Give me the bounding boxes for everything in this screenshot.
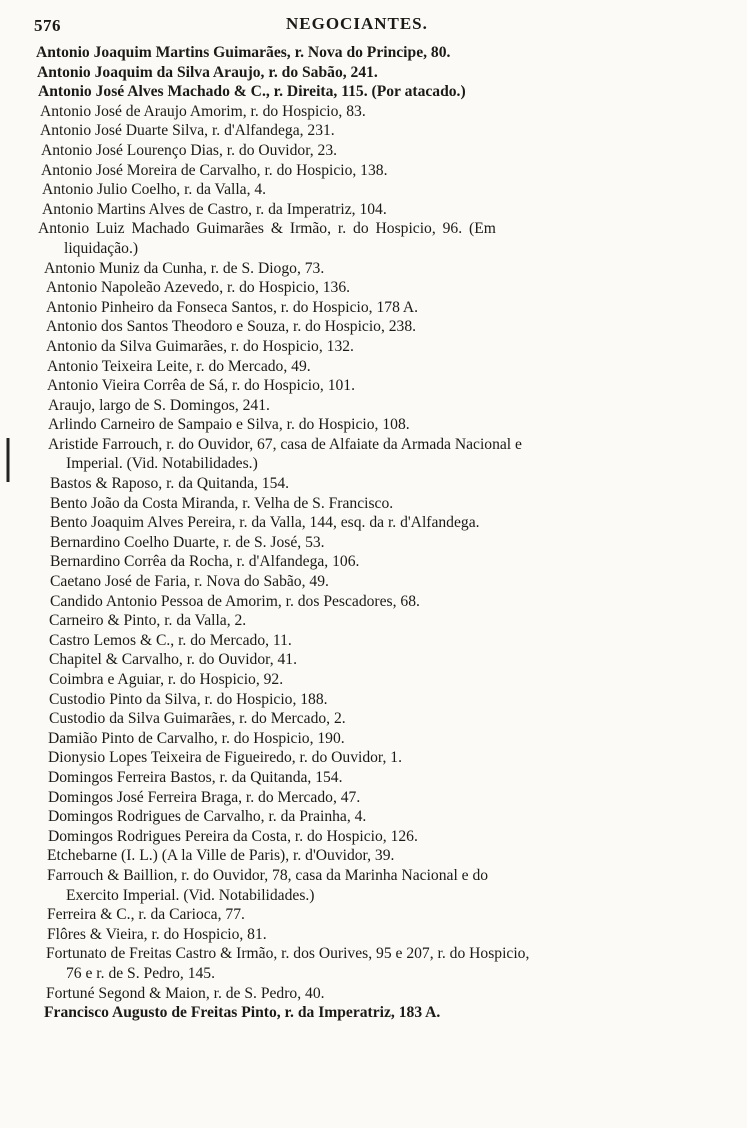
list-item: Antonio José de Araujo Amorim, r. do Hospicio, 83. bbox=[40, 102, 366, 120]
list-item: Custodio Pinto da Silva, r. do Hospicio, 188. bbox=[49, 690, 328, 708]
list-item: Antonio da Silva Guimarães, r. do Hospicio, 132. bbox=[46, 337, 354, 355]
list-item: Antonio Pinheiro da Fonseca Santos, r. do Hospicio, 178 A. bbox=[46, 298, 419, 316]
list-item: Aristide Farrouch, r. do Ouvidor, 67, casa de Alfaiate da Armada Nacional e bbox=[48, 435, 522, 453]
list-item: Bento Joaquim Alves Pereira, r. da Valla, 144, esq. da r. d'Alfandega. bbox=[50, 514, 480, 532]
list-item: Custodio da Silva Guimarães, r. do Mercado, 2. bbox=[49, 710, 346, 728]
list-item: Fortunato de Freitas Castro & Irmão, r. dos Ourives, 95 e 207, r. do Hospicio, bbox=[46, 945, 530, 963]
list-item: Damião Pinto de Carvalho, r. do Hospicio, 190. bbox=[48, 729, 345, 747]
list-item: Antonio José Lourenço Dias, r. do Ouvidor, 23. bbox=[41, 141, 338, 159]
list-item: Antonio José Moreira de Carvalho, r. do Hospicio, 138. bbox=[41, 161, 388, 179]
list-item: Castro Lemos & C., r. do Mercado, 11. bbox=[49, 631, 292, 649]
list-item-continuation: 76 e r. de S. Pedro, 145. bbox=[66, 964, 215, 982]
list-item: Bernardino Coelho Duarte, r. de S. José, 53. bbox=[50, 533, 325, 551]
list-item: Antonio Muniz da Cunha, r. de S. Diogo, 73. bbox=[44, 259, 325, 277]
list-item: Carneiro & Pinto, r. da Valla, 2. bbox=[49, 612, 247, 630]
list-item: Flôres & Vieira, r. do Hospicio, 81. bbox=[47, 925, 267, 943]
list-item: Antonio Julio Coelho, r. da Valla, 4. bbox=[42, 181, 267, 199]
list-item: Dionysio Lopes Teixeira de Figueiredo, r. do Ouvidor, 1. bbox=[48, 749, 402, 767]
list-item: Antonio Joaquim da Silva Araujo, r. do Sabão, 241. bbox=[37, 63, 378, 81]
list-item: Antonio Martins Alves de Castro, r. da Imperatriz, 104. bbox=[42, 200, 387, 218]
list-item: Farrouch & Baillion, r. do Ouvidor, 78, casa da Marinha Nacional e do bbox=[47, 866, 489, 884]
list-item: Antonio Teixeira Leite, r. do Mercado, 49. bbox=[47, 357, 311, 375]
list-item: Bernardino Corrêa da Rocha, r. d'Alfandega, 106. bbox=[50, 553, 360, 571]
list-item: Ferreira & C., r. da Carioca, 77. bbox=[47, 906, 245, 924]
list-item: Antonio Vieira Corrêa de Sá, r. do Hospicio, 101. bbox=[47, 377, 355, 395]
list-item: Francisco Augusto de Freitas Pinto, r. da Imperatriz, 183 A. bbox=[44, 1004, 441, 1022]
list-item: Arlindo Carneiro de Sampaio e Silva, r. do Hospicio, 108. bbox=[48, 416, 410, 434]
list-item: Domingos Ferreira Bastos, r. da Quitanda, 154. bbox=[48, 768, 343, 786]
page-header bbox=[24, 14, 724, 40]
list-item: Bastos & Raposo, r. da Quitanda, 154. bbox=[50, 475, 290, 493]
list-item-continuation: liquidação.) bbox=[64, 239, 139, 257]
page-number: 576 bbox=[34, 16, 61, 35]
list-item: Araujo, largo de S. Domingos, 241. bbox=[48, 396, 270, 414]
margin-mark bbox=[5, 438, 11, 482]
running-head: NEGOCIANTES. bbox=[286, 14, 428, 33]
list-item: Antonio José Alves Machado & C., r. Direita, 115. (Por atacado.) bbox=[38, 83, 466, 101]
list-item: Etchebarne (I. L.) (A la Ville de Paris), r. d'Ouvidor, 39. bbox=[47, 847, 395, 865]
list-item: Antonio Luiz Machado Guimarães & Irmão, r. do Hospicio, 96. (Em bbox=[38, 220, 496, 238]
list-item: Bento João da Costa Miranda, r. Velha de S. Francisco. bbox=[50, 494, 394, 512]
list-item: Antonio Napoleão Azevedo, r. do Hospicio, 136. bbox=[46, 279, 351, 297]
list-item-continuation: Exercito Imperial. (Vid. Notabilidades.) bbox=[66, 886, 315, 904]
merchant-list bbox=[36, 43, 726, 1023]
list-item: Antonio dos Santos Theodoro e Souza, r. do Hospicio, 238. bbox=[46, 318, 417, 336]
list-item: Caetano José de Faria, r. Nova do Sabão, 49. bbox=[50, 573, 329, 591]
list-item: Chapitel & Carvalho, r. do Ouvidor, 41. bbox=[49, 651, 297, 669]
list-item: Domingos José Ferreira Braga, r. do Mercado, 47. bbox=[48, 788, 361, 806]
list-item: Antonio Joaquim Martins Guimarães, r. Nova do Principe, 80. bbox=[36, 44, 451, 61]
list-item: Candido Antonio Pessoa de Amorim, r. dos Pescadores, 68. bbox=[50, 592, 420, 610]
list-item: Domingos Rodrigues de Carvalho, r. da Prainha, 4. bbox=[48, 808, 367, 826]
list-item-continuation: Imperial. (Vid. Notabilidades.) bbox=[66, 455, 258, 473]
list-item: Fortuné Segond & Maion, r. de S. Pedro, 40. bbox=[46, 984, 325, 1002]
list-item: Coimbra e Aguiar, r. do Hospicio, 92. bbox=[49, 671, 284, 688]
list-item: Domingos Rodrigues Pereira da Costa, r. do Hospicio, 126. bbox=[48, 827, 418, 845]
list-item: Antonio José Duarte Silva, r. d'Alfandega, 231. bbox=[40, 122, 335, 140]
